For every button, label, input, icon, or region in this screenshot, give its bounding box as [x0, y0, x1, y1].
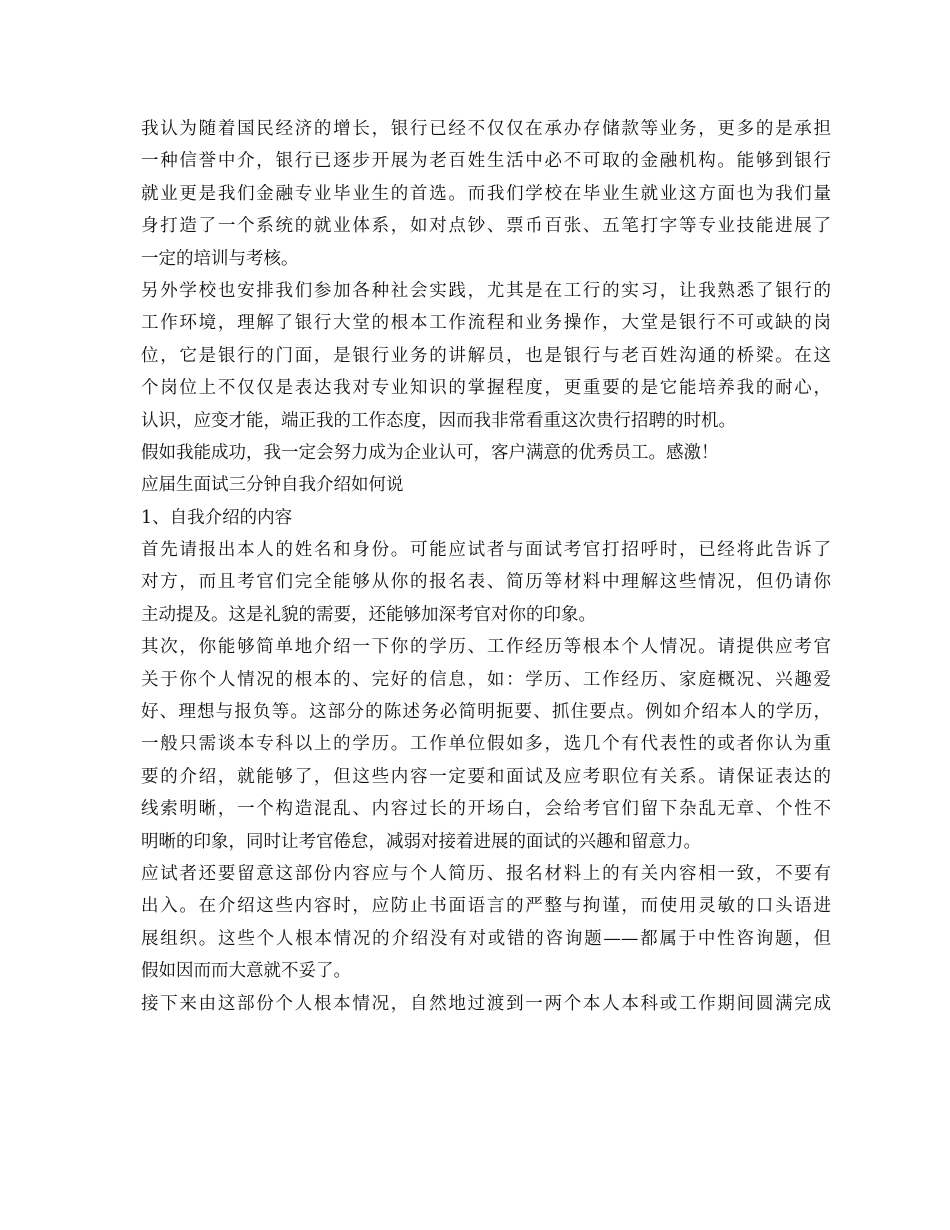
text-line: 好、理想与报负等。这部分的陈述务必简明扼要、抓住要点。例如介绍本人的学历，: [141, 702, 831, 723]
text-line: 位，它是银行的门面，是银行业务的讲解员，也是银行与老百姓沟通的桥梁。在这: [141, 345, 831, 366]
text-line: 应届生面试三分钟自我介绍如何说: [141, 475, 404, 496]
text-line: 对方，而且考官们完全能够从你的报名表、简历等材料中理解这些情况，但仍请你: [141, 572, 831, 593]
text-line: 接下来由这部份个人根本情况，自然地过渡到一两个本人本科或工作期间圆满完成: [141, 993, 831, 1014]
document-body: [141, 113, 831, 1020]
text-line: 首先请报出本人的姓名和身份。可能应试者与面试考官打招呼时，已经将此告诉了: [141, 540, 831, 561]
text-line: 就业更是我们金融专业毕业生的首选。而我们学校在毕业生就业这方面也为我们量: [141, 183, 831, 204]
text-line: 另外学校也安排我们参加各种社会实践，尤其是在工行的实习，让我熟悉了银行的: [141, 280, 831, 301]
text-line: 一般只需谈本专科以上的学历。工作单位假如多，选几个有代表性的或者你认为重: [141, 734, 831, 755]
text-line: 展组织。这些个人根本情况的介绍没有对或错的咨询题——都属于中性咨询题，但: [141, 928, 831, 949]
text-line: 线索明晰，一个构造混乱、内容过长的开场白，会给考官们留下杂乱无章、个性不: [141, 799, 831, 820]
text-line: 出入。在介绍这些内容时，应防止书面语言的严整与拘谨，而使用灵敏的口头语进: [141, 896, 831, 917]
text-line: 主动提及。这是礼貌的需要，还能够加深考官对你的印象。: [141, 604, 596, 625]
text-line: 要的介绍，就能够了，但这些内容一定要和面试及应考职位有关系。请保证表达的: [141, 766, 831, 787]
text-line: 一种信誉中介，银行已逐步开展为老百姓生活中必不可取的金融机构。能够到银行: [141, 151, 831, 172]
text-line: 假如我能成功，我一定会努力成为企业认可，客户满意的优秀员工。感激！: [141, 442, 719, 463]
text-line: 1、自我介绍的内容: [141, 507, 293, 528]
text-line: 认识，应变才能，端正我的工作态度，因而我非常看重这次贵行招聘的时机。: [141, 410, 736, 431]
text-line: 一定的培训与考核。: [141, 248, 299, 269]
text-line: 应试者还要留意这部份内容应与个人简历、报名材料上的有关内容相一致，不要有: [141, 863, 831, 884]
text-line: 个岗位上不仅仅是表达我对专业知识的掌握程度，更重要的是它能培养我的耐心，: [141, 378, 831, 399]
text-line: 明晰的印象，同时让考官倦怠，减弱对接着进展的面试的兴趣和留意力。: [141, 831, 701, 852]
text-line: 我认为随着国民经济的增长，银行已经不仅仅在承办存储款等业务，更多的是承担: [141, 119, 831, 139]
text-line: 工作环境，理解了银行大堂的根本工作流程和业务操作，大堂是银行不可或缺的岗: [141, 313, 831, 334]
text-line: 关于你个人情况的根本的、完好的信息，如：学历、工作经历、家庭概况、兴趣爱: [141, 669, 831, 690]
text-line: 假如因而而大意就不妥了。: [141, 961, 351, 982]
text-line: 其次，你能够简单地介绍一下你的学历、工作经历等根本个人情况。请提供应考官: [141, 637, 831, 658]
text-line: 身打造了一个系统的就业体系，如对点钞、票币百张、五笔打字等专业技能进展了: [141, 216, 831, 237]
